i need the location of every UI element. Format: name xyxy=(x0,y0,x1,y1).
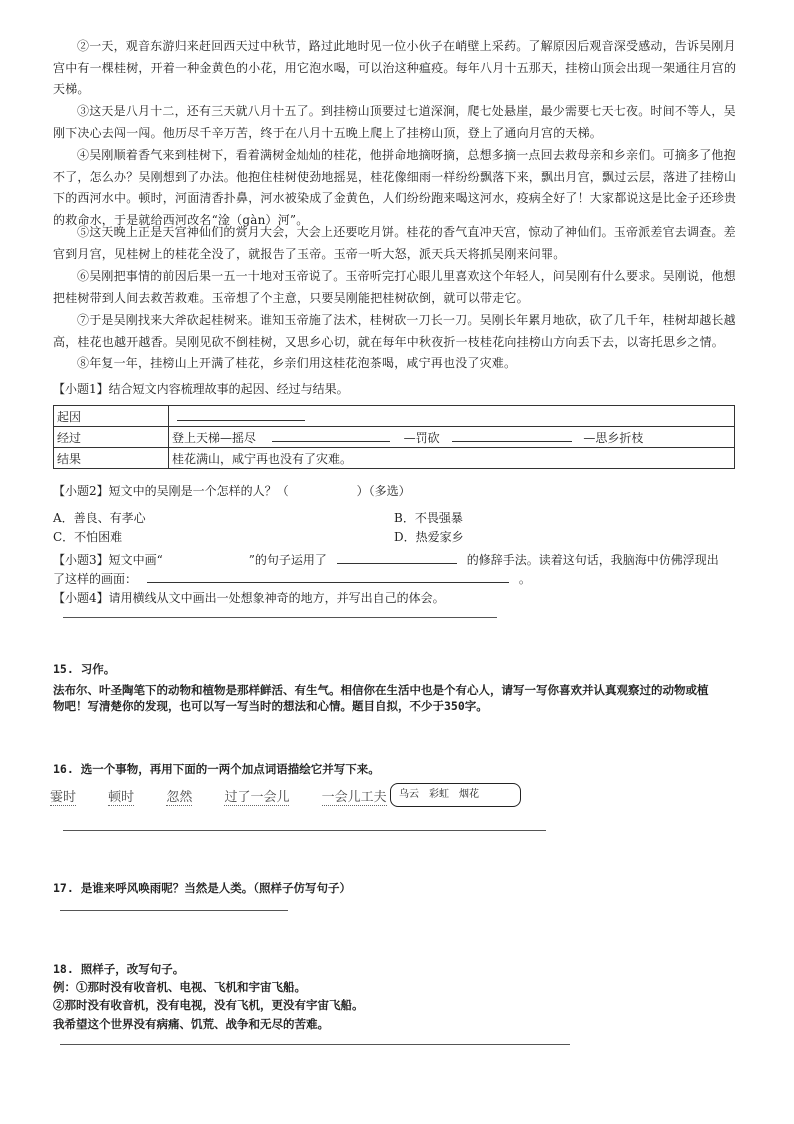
process-blank-1[interactable] xyxy=(272,429,390,442)
story-paragraph-2: ②一天，观音东游归来赶回西天过中秋节，路过此地时见一位小伙子在峭壁上采药。了解原因后观音深受感动，告诉吴刚月宫中有一棵桂树，开着一种金黄色的小花，用它泡水喝，可以治这种瘟疫。每年八月十五那天，挂榜山顶会出现一架通往月宫的天梯。 xyxy=(53,39,737,96)
row-label-result: 结果 xyxy=(54,448,169,469)
q3-end: 。 xyxy=(518,572,531,586)
q3-text-1: 【小题3】短文中画“ xyxy=(53,553,163,567)
q18-example-1: 例：①那时没有收音机、电视、飞机和宇宙飞船。 xyxy=(53,980,306,994)
q3-line-2 xyxy=(53,570,531,588)
q16-subject-box: 乌云 彩虹 烟花 xyxy=(390,783,521,807)
q3-text-4: 了这样的画面： xyxy=(53,572,138,586)
q1-prompt: 【小题1】结合短文内容梳理故事的起因、经过与结果。 xyxy=(53,382,349,396)
process-step-3: —思乡折枝 xyxy=(583,430,644,445)
q18-answer-line[interactable] xyxy=(60,1044,570,1045)
story-paragraph-8: ⑧年复一年，挂榜山上开满了桂花，乡亲们用这桂花泡茶喝，咸宁再也没了灾难。 xyxy=(77,356,517,370)
q18-title: 18. 照样子，改写句子。 xyxy=(53,962,185,976)
cause-blank[interactable] xyxy=(177,408,305,421)
table-row xyxy=(54,427,735,448)
process-cell xyxy=(169,427,735,448)
q2-option-d[interactable]: D．热爱家乡 xyxy=(394,530,464,544)
story-paragraph-4: ④吴刚顺着香气来到桂树下，看着满树金灿灿的桂花，他拼命地摘呀摘，总想多摘一点回去救母亲和乡亲们。可摘多了他抱不了，怎么办？吴刚想到了办法。他抱住桂树使劲地摇晃，桂花像细雨一样纷纷飘落下来，飘出月宫，飘过云层，落进了挂榜山下的西河水中。顿时，河面清香扑鼻，河水被染成了金黄色，人们纷纷跑来喝这河水，疫病全好了！大家都说这是比金子还珍贵的救命水，于是就给西河改名“淦（gàn）河”。 xyxy=(53,148,737,227)
q16-word: 忽然 xyxy=(166,786,192,806)
table-row xyxy=(54,406,735,427)
q18-task: 我希望这个世界没有病痛、饥荒、战争和无尽的苦难。 xyxy=(53,1017,329,1031)
cause-answer-cell[interactable] xyxy=(169,406,735,427)
q15-title: 15. 习作。 xyxy=(53,662,116,676)
q16-title: 16. 选一个事物，再用下面的一两个加点词语描绘它并写下来。 xyxy=(53,762,380,776)
process-step-1: 登上天梯—摇尽 xyxy=(172,430,257,445)
q1-table xyxy=(53,405,735,469)
q2-option-c[interactable]: C．不怕困难 xyxy=(53,530,123,544)
q16-word: 过了一会儿 xyxy=(224,786,289,806)
q3-text-3: 的修辞手法。读着这句话，我脑海中仿佛浮现出 xyxy=(466,553,719,567)
q3-image-blank[interactable] xyxy=(147,570,509,583)
story-paragraph-5: ⑤这天晚上正是天宫神仙们的赏月大会，大会上还要吃月饼。桂花的香气直冲天宫，惊动了神仙们。玉帝派差官去调查。差官到月宫，见桂树上的桂花全没了，就报告了玉帝。玉帝一听大怒，派天兵天将抓吴刚来问罪。 xyxy=(53,225,736,261)
row-label-process: 经过 xyxy=(54,427,169,448)
q4-prompt: 【小题4】请用横线从文中画出一处想象神奇的地方，并写出自己的体会。 xyxy=(53,591,445,605)
q2-option-a[interactable]: A．善良、有孝心 xyxy=(53,511,146,525)
q16-word: 一会儿工夫 xyxy=(322,786,387,806)
story-paragraph-7: ⑦于是吴刚找来大斧砍起桂树来。谁知玉帝施了法术，桂树砍一刀长一刀。吴刚长年累月地砍，砍了几千年，桂树却越长越高，桂花也越开越香。吴刚见砍不倒桂树，又思乡心切，就在每年中秋夜折一枝桂花向挂榜山方向丢下去，以寄托思乡之情。 xyxy=(53,313,736,349)
q2-option-b[interactable]: B．不畏强暴 xyxy=(394,511,463,525)
q16-word: 顿时 xyxy=(108,786,134,806)
q2-prompt-text: 【小题2】短文中的吴刚是一个怎样的人？（ xyxy=(53,484,289,498)
q3-rhetoric-blank[interactable] xyxy=(337,551,457,564)
q18-example-2: ②那时没有收音机，没有电视，没有飞机，更没有宇宙飞船。 xyxy=(53,998,364,1012)
q17-title: 17. 是谁来呼风唤雨呢？当然是人类。（照样子仿写句子） xyxy=(53,881,351,895)
q17-answer-line[interactable] xyxy=(60,910,288,911)
table-row xyxy=(54,448,735,469)
q15-body-1: 法布尔、叶圣陶笔下的动物和植物是那样鲜活、有生气。相信你在生活中也是个有心人，请写一写你喜欢并认真观察过的动物或植 xyxy=(53,683,709,697)
q2-prompt xyxy=(53,482,411,500)
q16-word-list xyxy=(50,786,387,806)
q16-word: 霎时 xyxy=(50,786,76,806)
process-step-2: —罚砍 xyxy=(403,430,440,445)
q16-answer-line[interactable] xyxy=(63,830,546,831)
row-label-cause: 起因 xyxy=(54,406,169,427)
process-blank-2[interactable] xyxy=(452,429,572,442)
result-cell: 桂花满山，咸宁再也没有了灾难。 xyxy=(169,448,735,469)
q3-text-2: ”的句子运用了 xyxy=(248,553,327,567)
story-paragraph-6: ⑥吴刚把事情的前因后果一五一十地对玉帝说了。玉帝听完打心眼儿里喜欢这个年轻人，问吴刚有什么要求。吴刚说，他想把桂树带到人间去救苦救难。玉帝想了个主意，只要吴刚能把桂树砍倒，就可以带走它。 xyxy=(53,269,736,305)
q3-line-1 xyxy=(53,551,719,569)
story-paragraph-3: ③这天是八月十二，还有三天就八月十五了。到挂榜山顶要过七道深涧，爬七处悬崖，最少需要七天七夜。时间不等人，吴刚下决心去闯一闯。他历尽千辛万苦，终于在八月十五晚上爬上了挂榜山顶，登上了通向月宫的天梯。 xyxy=(53,104,736,140)
q4-answer-line[interactable] xyxy=(63,617,497,618)
q2-suffix: ）（多选） xyxy=(356,484,411,498)
q15-body-2: 物吧！写清楚你的发现，也可以写一写当时的想法和心情。题目自拟，不少于350字。 xyxy=(53,699,488,713)
